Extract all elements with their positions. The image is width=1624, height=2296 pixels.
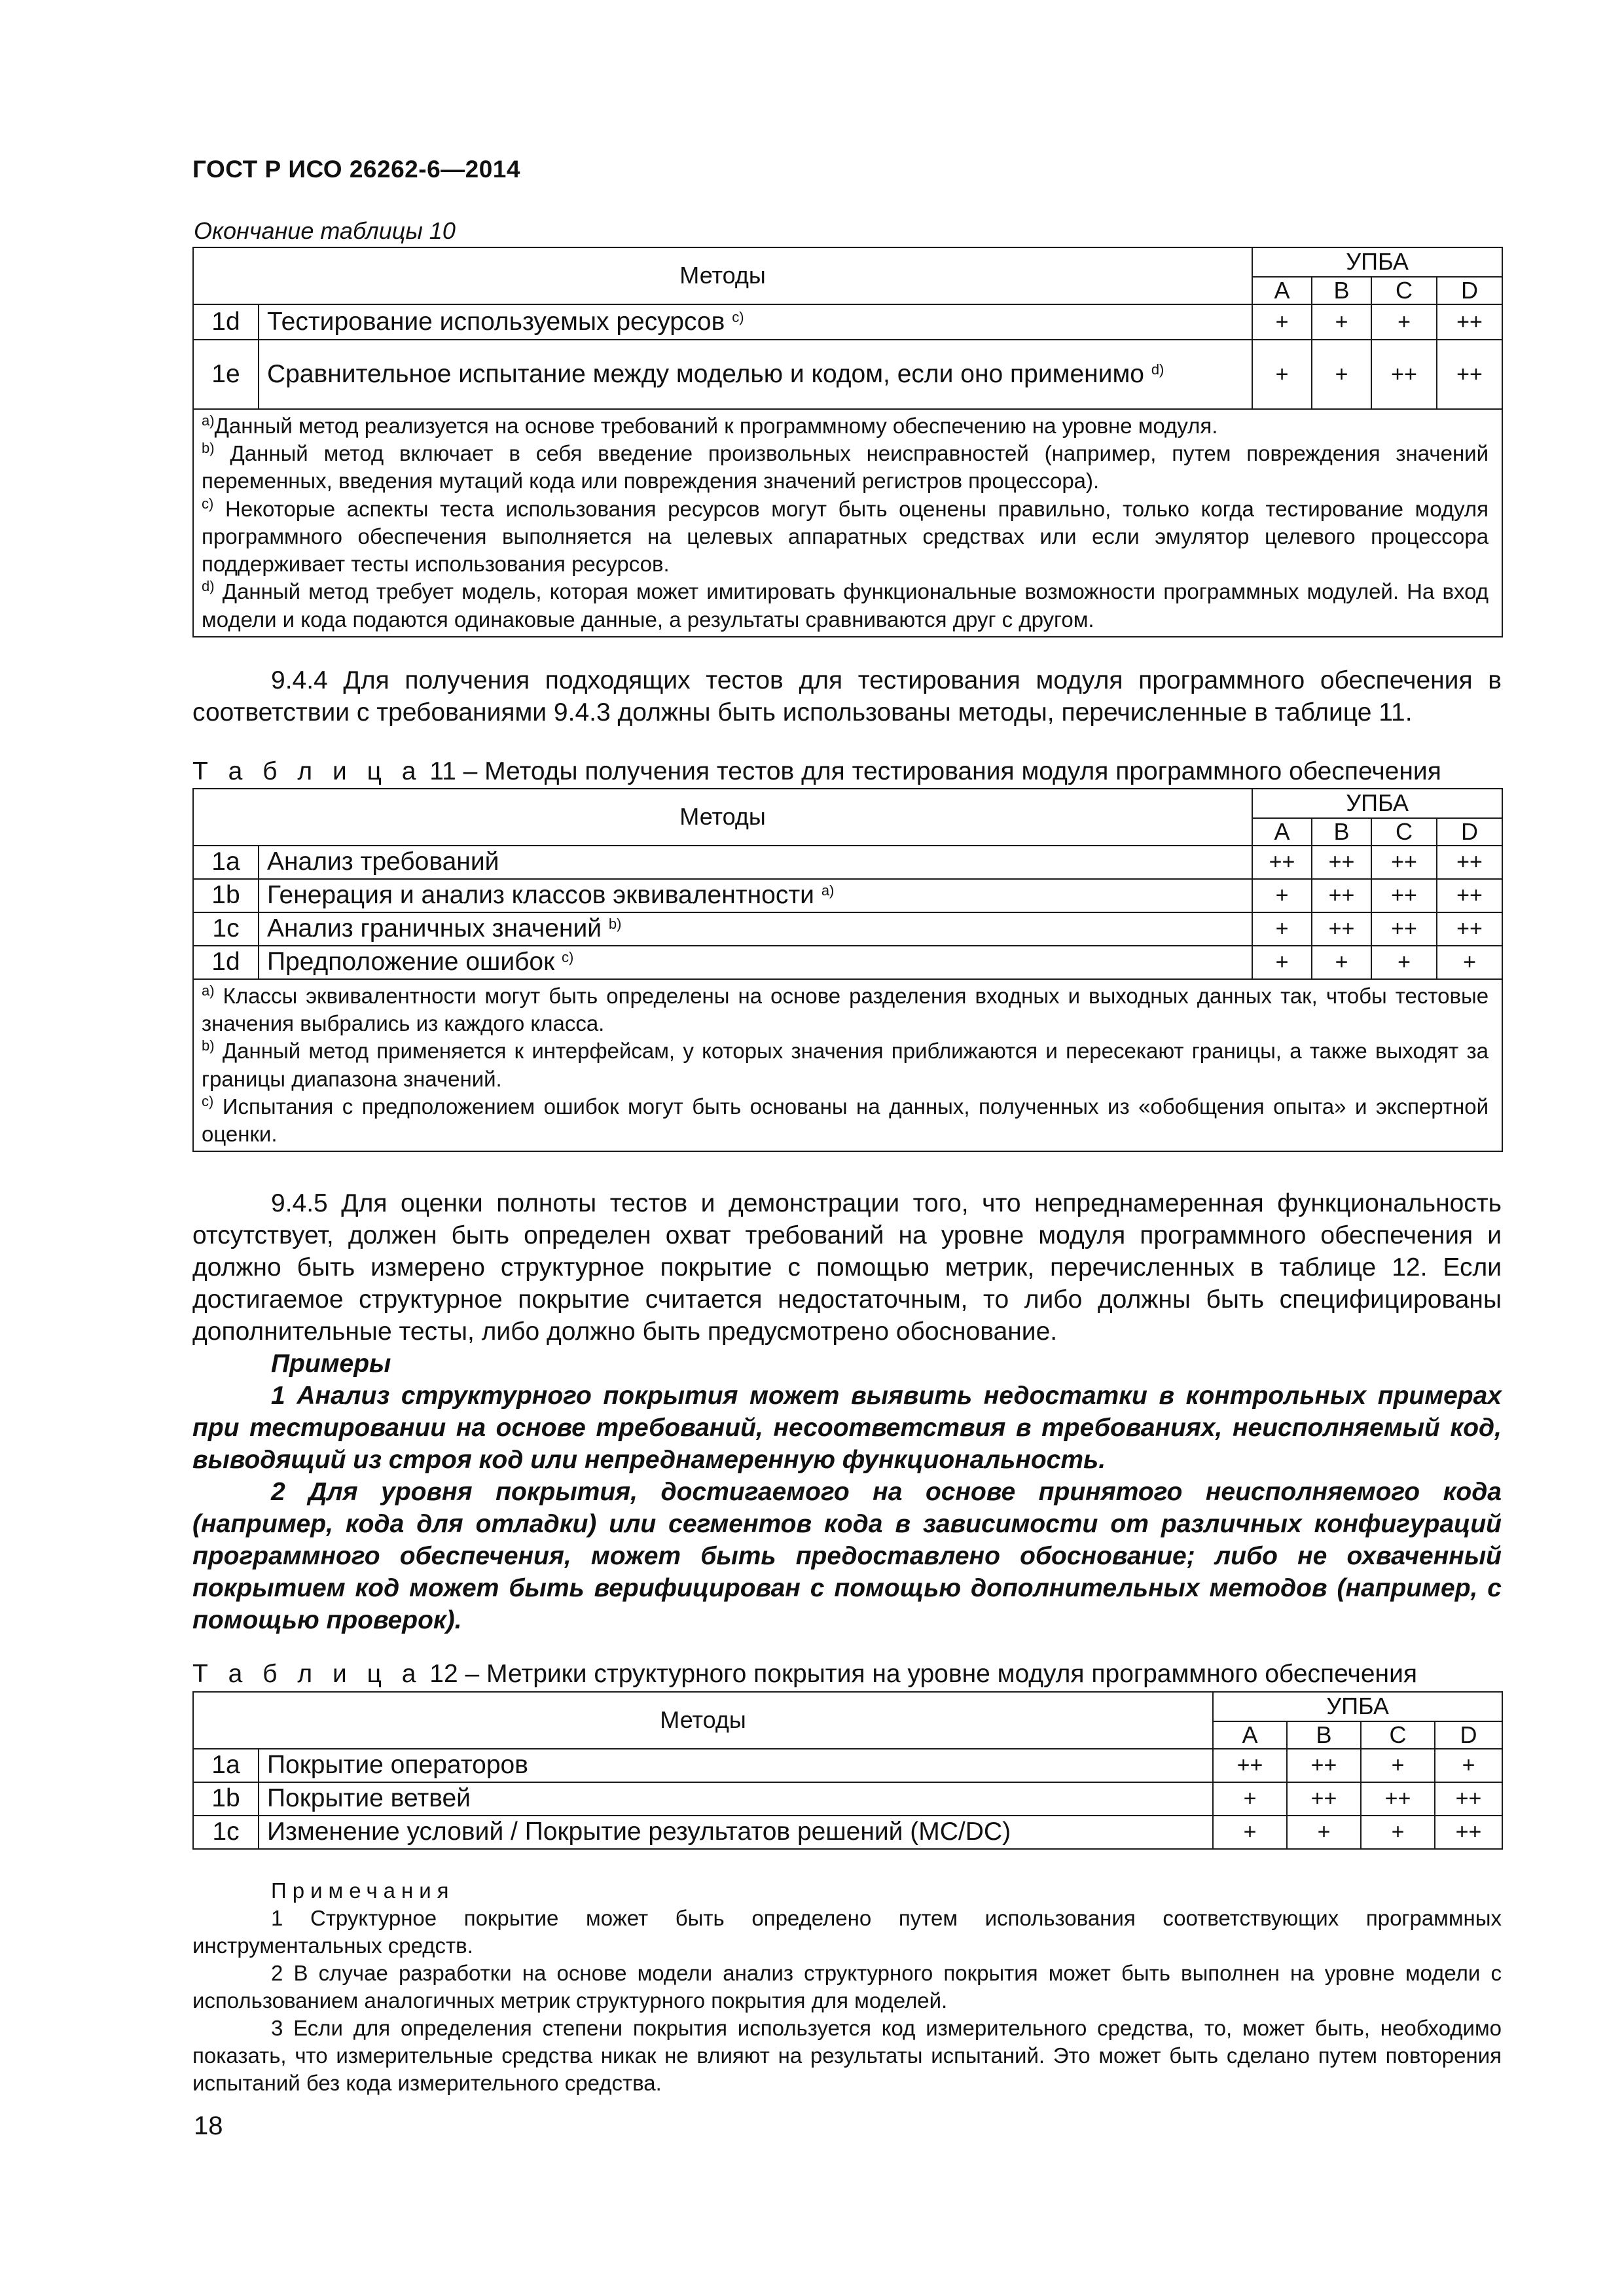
table-row [193,304,1502,340]
grade-mark: ++ [1437,846,1502,879]
example-item: 1 Анализ структурного покрытия может выявить недостатки в контрольных примерах при тестировании на основе требований, несоответствия в требованиях, неисполняемый код, выводящий из строя код или непреднамеренную функциональность. [192,1382,1502,1474]
table12-grade: D [1435,1721,1502,1749]
grade-mark: + [1213,1816,1287,1849]
grade-mark: ++ [1437,879,1502,912]
grade-mark: ++ [1371,340,1437,409]
note-item: 2 В случае разработки на основе модели анализ структурного покрытия может быть выполнен на уровне модели с использованием аналогичных метрик структурного покрытия для моделей. [192,1961,1502,2013]
row-id: 1b [193,879,259,912]
grade-mark: ++ [1437,912,1502,946]
examples-heading: Примеры [271,1350,391,1378]
grade-mark: + [1213,1782,1287,1816]
table12-header-asil: УПБА [1213,1692,1502,1721]
grade-mark: ++ [1287,1749,1361,1782]
grade-mark: + [1252,879,1312,912]
table-11 [192,788,1503,1152]
footnote: $^{b)}$ Данный метод применяется к интерфейсам, у которых значения приближаются и пересекают границы, а также выходят за границы диапазона значений. [202,1037,1489,1091]
table10-continuation-caption: Окончание таблицы 10 [194,217,456,244]
table10-footnotes [193,409,1502,637]
table11-grade: C [1371,818,1437,846]
grade-mark: ++ [1371,912,1437,946]
footnote-ref: c) [562,949,574,966]
method-name: Генерация и анализ классов эквивалентности $^{a)}$ [259,879,1252,912]
footnote: $^{c)}$ Испытания с предположением ошибок могут быть основаны на данных, полученных из «обобщения опыта» и экспертной оценки. [202,1092,1489,1147]
footnote: $^{d)}$ Данный метод требует модель, которая может имитировать функциональные возможности программных модулей. На вход модели и кода подаются одинаковые данные, а результаты сравниваются друг с другом. [202,578,1489,632]
grade-mark: ++ [1437,340,1502,409]
table11-grade: A [1252,818,1312,846]
row-id: 1a [193,1749,259,1782]
grade-mark: ++ [1312,846,1371,879]
footnote-ref: d) [1151,361,1164,378]
table12-caption: Т а б л и ц а 12 – Метрики структурного покрытия на уровне модуля программного обеспечения [192,1660,1417,1688]
table-row [193,846,1502,879]
grade-mark: ++ [1435,1816,1502,1849]
grade-mark: + [1252,304,1312,340]
table11-caption: Т а б л и ц а 11 – Методы получения тестов для тестирования модуля программного обеспечения [192,757,1441,785]
page-number: 18 [194,2111,223,2140]
table10-header-methods: Методы [193,247,1252,304]
grade-mark: ++ [1312,912,1371,946]
grade-mark: + [1437,946,1502,979]
grade-mark: + [1252,912,1312,946]
note-item: 3 Если для определения степени покрытия используется код измерительного средства, то, может быть, необходимо показать, что измерительные средства никак не влияют на результаты испытаний. Это может быть сделано путем повторения испытаний без кода измерительного средства. [192,2016,1502,2095]
table-row [193,946,1502,979]
row-id: 1d [193,946,259,979]
table11-header-asil: УПБА [1252,789,1502,818]
grade-mark: + [1361,1749,1435,1782]
table-row [193,879,1502,912]
grade-mark: ++ [1371,879,1437,912]
table10-grade: A [1252,277,1312,304]
row-id: 1c [193,912,259,946]
row-id: 1e [193,340,259,409]
footnote: $^{a)}$Данный метод реализуется на основе требований к программному обеспечению на уровне модуля. [202,412,1218,438]
grade-mark: ++ [1437,304,1502,340]
paragraph-9-4-4: 9.4.4 Для получения подходящих тестов для тестирования модуля программного обеспечения в соответствии с требованиями 9.4.3 должны быть использованы методы, перечисленные в таблице 11. [192,666,1502,726]
table-row [193,1749,1502,1782]
table11-footnotes [193,979,1502,1151]
table11-grade: D [1437,818,1502,846]
footnote: $^{a)}$ Классы эквивалентности могут быть определены на основе разделения входных и выходных данных так, чтобы тестовые значения выбрались из каждого класса. [202,982,1489,1036]
footnote: $^{b)}$ Данный метод включает в себя введение произвольных неисправностей (например, путем повреждения значений переменных, введения мутаций кода или повреждения значений регистров процессора). [202,440,1489,493]
notes-block [192,1877,1502,2097]
grade-mark: + [1312,304,1371,340]
method-name: Анализ граничных значений $^{b)}$ [259,912,1252,946]
footnote: $^{c)}$ Некоторые аспекты теста использования ресурсов могут быть оценены правильно, только когда тестирование модуля программного обеспечения выполняется на целевых аппаратных средствах или если эмулятор целевого процессора поддерживает тесты использования ресурсов. [202,495,1489,577]
footnote-ref: c) [732,308,744,325]
footnote-ref: b) [608,916,622,933]
grade-mark: ++ [1361,1782,1435,1816]
table10-grade: C [1371,277,1437,304]
grade-mark: + [1287,1816,1361,1849]
table12-grade: B [1287,1721,1361,1749]
grade-mark: + [1312,340,1371,409]
notes-heading: Примечания [271,1878,455,1903]
row-id: 1c [193,1816,259,1849]
table12-grade: A [1213,1721,1287,1749]
method-name: Сравнительное испытание между моделью и кодом, если оно применимо $^{d)}$ [259,340,1252,409]
table-row [193,912,1502,946]
table12-grade: C [1361,1721,1435,1749]
row-id: 1a [193,846,259,879]
grade-mark: + [1371,304,1437,340]
grade-mark: + [1252,340,1312,409]
grade-mark: + [1435,1749,1502,1782]
grade-mark: ++ [1252,846,1312,879]
grade-mark: + [1361,1816,1435,1849]
metric-name: Покрытие операторов [259,1749,1213,1782]
grade-mark: ++ [1213,1749,1287,1782]
grade-mark: ++ [1312,879,1371,912]
grade-mark: ++ [1287,1782,1361,1816]
table12-header-methods: Методы [193,1692,1213,1749]
method-name: Тестирование используемых ресурсов $^{c)}$ [259,304,1252,340]
grade-mark: + [1371,946,1437,979]
table10-grade: B [1312,277,1371,304]
grade-mark: ++ [1371,846,1437,879]
row-id: 1b [193,1782,259,1816]
metric-name: Покрытие ветвей [259,1782,1213,1816]
table-12 [192,1691,1503,1850]
paragraph-9-4-5: 9.4.5 Для оценки полноты тестов и демонстрации того, что непреднамеренная функциональность отсутствует, должен быть определен охват требований на уровне модуля программного обеспечения и должно быть измерено структурное покрытие с помощью метрик, перечисленных в таблице 12. Если достигаемое структурное покрытие считается недостаточным, то либо должны быть специфицированы дополнительные тесты, либо должно быть предусмотрено обоснование. Примеры 1 Анализ структурного покрытия может выявить недостатки в контрольных примерах при тестировании на основе требований, несоответствия в требованиях, неисполняемый код, выводящий из строя код или непреднамеренную функциональность. 2 Для уровня покрытия, достигаемого на основе принятого неисполняемого кода (например, кода для отладки) или сегментов кода в зависимости от различных конфигураций программного обеспечения, может быть предоставлено обоснование; либо не охваченный покрытием код может быть верифицирован с помощью дополнительных методов (например, с помощью проверок). [192,1187,1502,1636]
row-id: 1d [193,304,259,340]
table10-header-asil: УПБА [1252,247,1502,277]
example-item: 2 Для уровня покрытия, достигаемого на основе принятого неисполняемого кода (например, кода для отладки) или сегментов кода в зависимости от различных конфигураций программного обеспечения, может быть предоставлено обоснование; либо не охваченный покрытием код может быть верифицирован с помощью дополнительных методов (например, с помощью проверок). [192,1478,1502,1634]
table-row [193,1782,1502,1816]
table11-grade: B [1312,818,1371,846]
table-row [193,340,1502,409]
document-header: ГОСТ Р ИСО 26262-6—2014 [192,156,520,183]
note-item: 1 Структурное покрытие может быть определено путем использования соответствующих программных инструментальных средств. [192,1906,1502,1958]
table10-grade: D [1437,277,1502,304]
grade-mark: + [1252,946,1312,979]
footnote-ref: a) [821,882,835,899]
metric-name: Изменение условий / Покрытие результатов решений (MC/DC) [259,1816,1213,1849]
method-name: Анализ требований [259,846,1252,879]
table-10 [192,247,1503,637]
grade-mark: + [1312,946,1371,979]
grade-mark: ++ [1435,1782,1502,1816]
table11-header-methods: Методы [193,789,1252,846]
method-name: Предположение ошибок $^{c)}$ [259,946,1252,979]
table-row [193,1816,1502,1849]
